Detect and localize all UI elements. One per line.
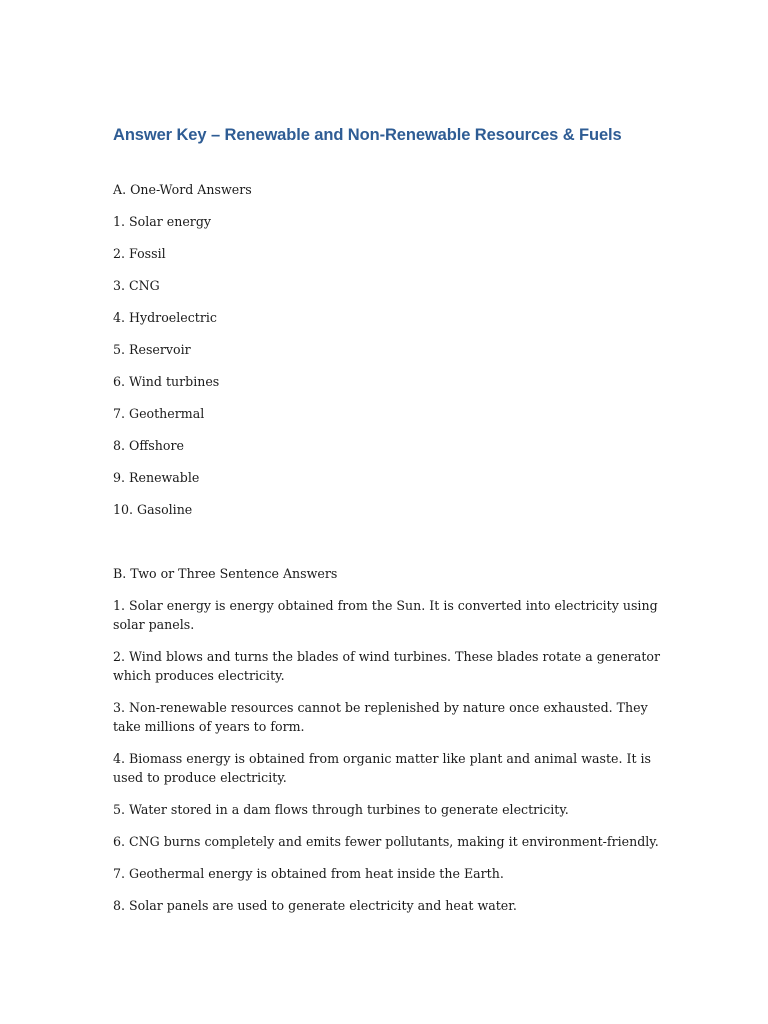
section-a-heading: A. One-Word Answers: [113, 182, 252, 197]
document-title: Answer Key – Renewable and Non-Renewable Resources & Fuels: [113, 126, 622, 144]
sentence-answer-item: 6. CNG burns completely and emits fewer pollutants, making it environment-friendly.: [113, 834, 659, 849]
sentence-answer-item: 4. Biomass energy is obtained from organic matter like plant and animal waste. It is used to produce electricity.: [113, 751, 651, 785]
section-sentence-answers: [113, 564, 673, 915]
one-word-answer-item: 7. Geothermal: [113, 406, 205, 421]
one-word-answer-item: 6. Wind turbines: [113, 374, 220, 389]
sentence-answer-list: [113, 596, 673, 915]
section-one-word-answers: [113, 180, 673, 519]
one-word-answer-item: 8. Offshore: [113, 438, 184, 453]
sentence-answer-item: 1. Solar energy is energy obtained from the Sun. It is converted into electricity using solar panels.: [113, 598, 658, 632]
one-word-answer-item: 9. Renewable: [113, 470, 200, 485]
one-word-answer-item: 5. Reservoir: [113, 342, 191, 357]
one-word-answer-item: 2. Fossil: [113, 246, 166, 261]
one-word-answer-item: 4. Hydroelectric: [113, 310, 217, 325]
one-word-answer-item: 3. CNG: [113, 278, 160, 293]
sentence-answer-item: 3. Non-renewable resources cannot be replenished by nature once exhausted. They take millions of years to form.: [113, 700, 648, 734]
one-word-answer-list: [113, 212, 673, 519]
sentence-answer-item: 5. Water stored in a dam flows through turbines to generate electricity.: [113, 802, 569, 817]
document-page: [113, 124, 673, 928]
sentence-answer-item: 7. Geothermal energy is obtained from heat inside the Earth.: [113, 866, 504, 881]
one-word-answer-item: 1. Solar energy: [113, 214, 212, 229]
section-b-heading: B. Two or Three Sentence Answers: [113, 566, 338, 581]
sentence-answer-item: 2. Wind blows and turns the blades of wind turbines. These blades rotate a generator which produces electricity.: [113, 649, 660, 683]
one-word-answer-item: 10. Gasoline: [113, 502, 193, 517]
sentence-answer-item: 8. Solar panels are used to generate electricity and heat water.: [113, 898, 517, 913]
